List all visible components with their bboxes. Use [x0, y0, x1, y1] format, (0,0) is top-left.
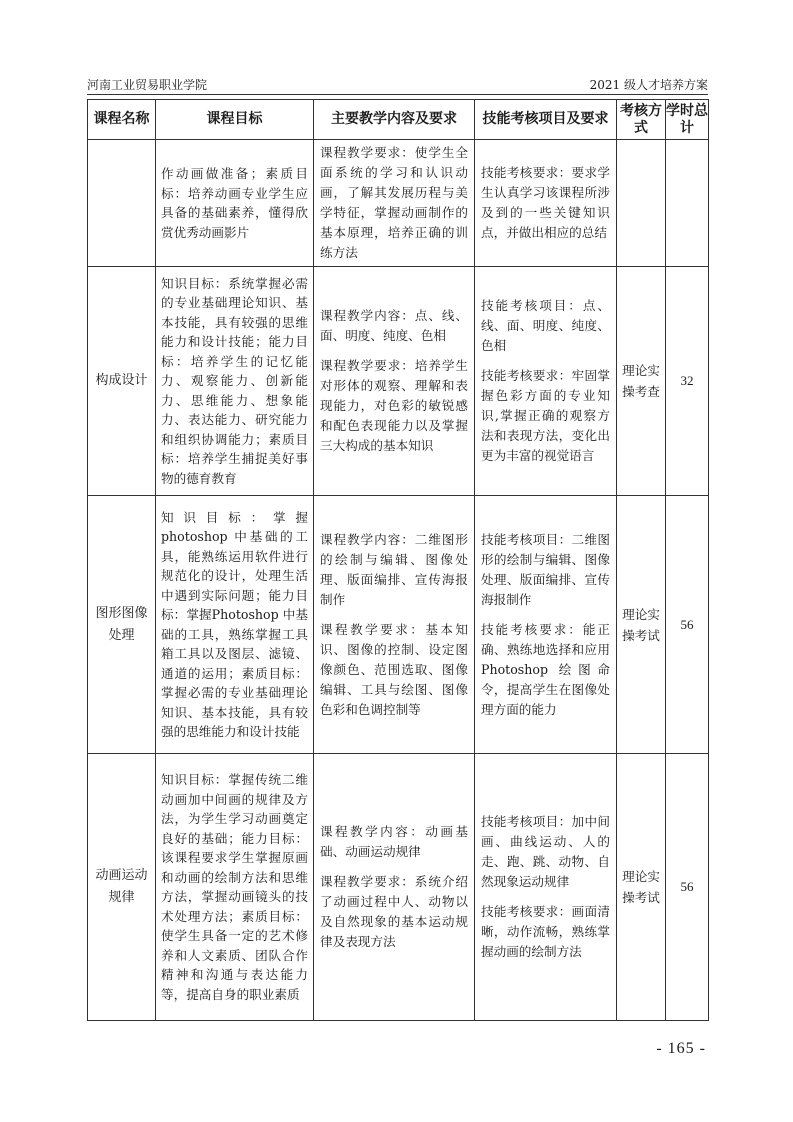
skill-items: 技能考核项目：加中间画、曲线运动、人的走、跑、跳、动物、自然现象运动规律 — [481, 814, 610, 889]
total-hours: 32 — [666, 267, 709, 496]
content-requirement: 课程教学要求：培养学生对形体的观察、理解和表现能力，对色彩的敏锐感和配色表现能力以及掌握三大构成的基本知识 — [320, 358, 468, 453]
col-header-skill: 技能考核项目及要求 — [475, 100, 617, 140]
table-header-row — [88, 100, 709, 140]
course-name — [88, 140, 156, 267]
course-name: 图形图像处理 — [88, 496, 156, 754]
skill-assessment — [475, 267, 617, 496]
col-header-method: 考核方式 — [617, 100, 666, 140]
total-hours: 56 — [666, 754, 709, 1021]
table-row — [88, 140, 709, 267]
content-requirement: 课程教学要求：系统介绍了动画过程中人、动物以及自然现象的基本运动规律及表现方法 — [320, 874, 468, 949]
total-hours — [666, 140, 709, 267]
course-content — [314, 754, 475, 1021]
content-topics: 课程教学内容：动画基础、动画运动规律 — [320, 824, 468, 859]
assessment-method: 理论实操考试 — [617, 496, 666, 754]
course-content — [314, 267, 475, 496]
page-number: - 165 - — [656, 1040, 706, 1057]
content-requirement: 课程教学要求：基本知识、图像的控制、设定图像颜色、范围选取、图像编辑、工具与绘图、图像色彩和色调控制等 — [320, 621, 468, 717]
col-header-content: 主要教学内容及要求 — [314, 100, 475, 140]
skill-items: 技能考核项目：点、线、面、明度、纯度、色相 — [481, 298, 610, 353]
table-row — [88, 754, 709, 1021]
col-header-name: 课程名称 — [88, 100, 156, 140]
content-topics: 课程教学内容：点、线、面、明度、纯度、色相 — [320, 308, 468, 343]
assessment-method — [617, 140, 666, 267]
skill-requirement: 技能考核要求：牢固掌握色彩方面的专业知识,掌握正确的观察方法和表现方法，变化出更为丰富的视觉语言 — [481, 368, 610, 463]
skill-assessment — [475, 140, 617, 267]
skill-requirement: 技能考核要求：要求学生认真学习该课程所涉及到的一些关键知识点，并做出相应的总结 — [481, 165, 610, 240]
table-row — [88, 496, 709, 754]
skill-assessment — [475, 754, 617, 1021]
table-row — [88, 267, 709, 496]
course-table — [87, 99, 709, 1021]
assessment-method: 理论实操考试 — [617, 754, 666, 1021]
document-title: 2021 级人才培养方案 — [589, 78, 708, 92]
course-name: 动画运动规律 — [88, 754, 156, 1021]
col-header-hours: 学时总计 — [666, 100, 709, 140]
course-goal: 知识目标：掌握传统二维动画加中间画的规律及方法，为学生学习动画奠定良好的基础；能力目标：该课程要求学生掌握原画和动画的绘制方法和思维方法，掌握动画镜头的技术处理方法；素质目标：使学生具备一定的艺术修养和人文素质、团队合作精神和沟通与表达能力等，提高自身的职业素质 — [156, 754, 314, 1021]
course-goal: 知识目标：掌握photoshop 中基础的工具，能熟练运用软件进行规范化的设计，处理生活中遇到实际问题；能力目标：掌握Photoshop 中基础的工具，熟练掌握工具箱工具以及图层、滤镜、通道的运用；素质目标：掌握必需的专业基础理论知识、基本技能，具有较强的思维能力和设计技能 — [156, 496, 314, 754]
course-goal: 知识目标：系统掌握必需的专业基础理论知识、基本技能，具有较强的思维能力和设计技能；能力目标：培养学生的记忆能力、观察能力、创新能力、思维能力、想象能力、表达能力、研究能力和组织协调能力；素质目标：培养学生捕捉美好事物的德育教育 — [156, 267, 314, 496]
course-name: 构成设计 — [88, 267, 156, 496]
content-requirement: 课程教学要求：使学生全面系统的学习和认识动画，了解其发展历程与美学特征，掌握动画制作的基本原理，培养正确的训练方法 — [320, 145, 468, 260]
course-goal: 作动画做准备；素质目标：培养动画专业学生应具备的基础素养，懂得欣赏优秀动画影片 — [156, 140, 314, 267]
col-header-goal: 课程目标 — [156, 100, 314, 140]
content-topics: 课程教学内容：二维图形的绘制与编辑、图像处理、版面编排、宣传海报制作 — [320, 531, 468, 607]
skill-requirement: 技能考核要求：画面清晰，动作流畅，熟练掌握动画的绘制方法 — [481, 904, 610, 959]
skill-items: 技能考核项目：二维图形的绘制与编辑、图像处理、版面编排、宣传海报制作 — [481, 531, 610, 607]
course-content — [314, 496, 475, 754]
skill-requirement: 技能考核要求：能正确、熟练地选择和应用 Photoshop 绘图命令，提高学生在图像处理方面的能力 — [481, 621, 610, 717]
total-hours: 56 — [666, 496, 709, 754]
page-header — [87, 72, 708, 95]
institution-name: 河南工业贸易职业学院 — [87, 78, 208, 92]
course-content — [314, 140, 475, 267]
skill-assessment — [475, 496, 617, 754]
assessment-method: 理论实操考查 — [617, 267, 666, 496]
